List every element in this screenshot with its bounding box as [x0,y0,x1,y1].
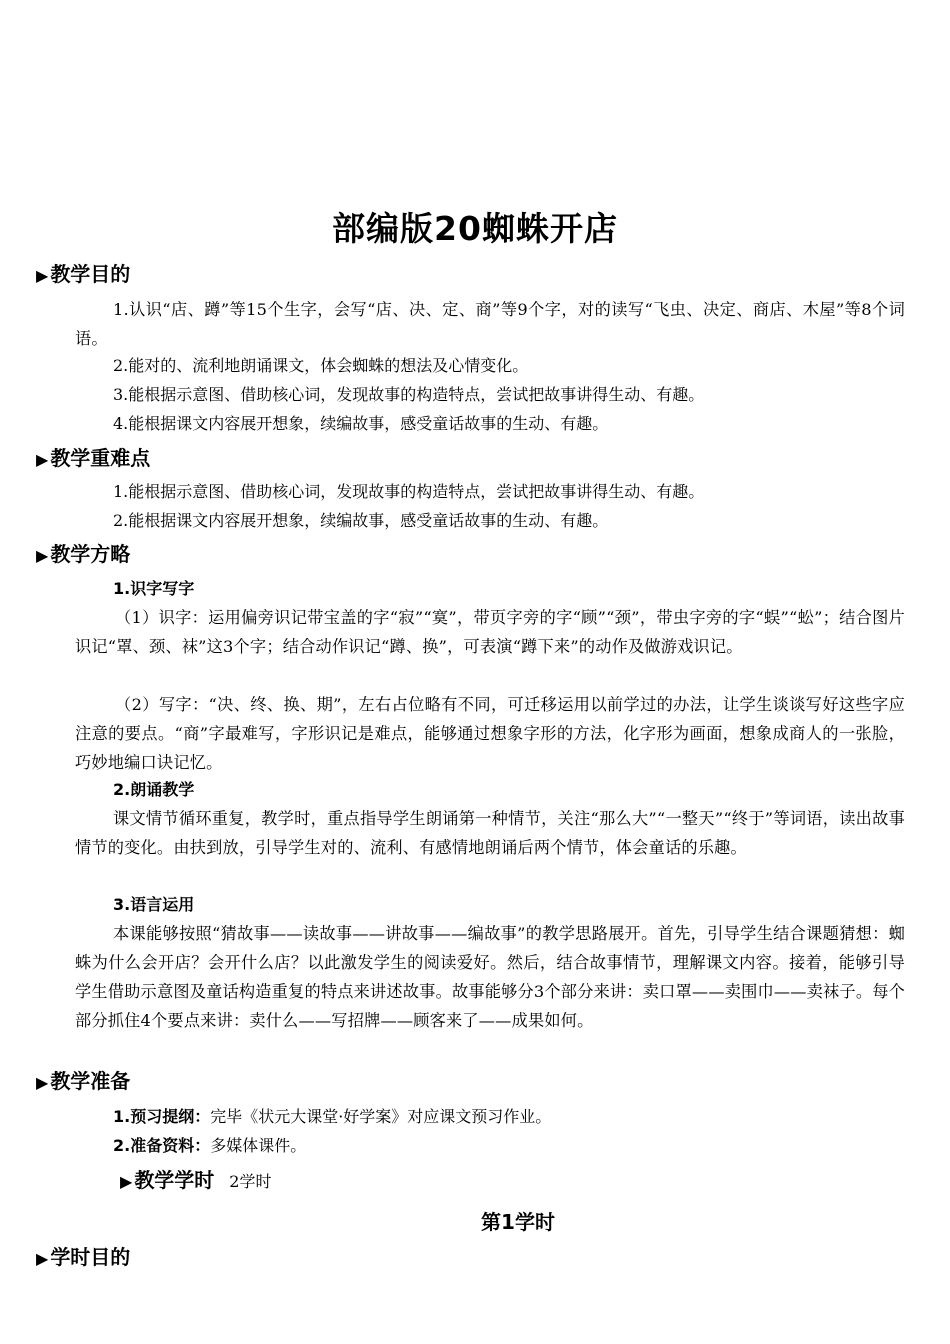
lesson-heading: 第1学时 [481,1210,555,1234]
key-point-item-2: 2.能根据课文内容展开想象，续编故事，感受童话故事的生动、有趣。 [113,511,609,530]
strategy-sub-heading-2: 2.朗诵教学 [113,780,195,799]
strategy-paragraph-reading: 课文情节循环重复，教学时，重点指导学生朗诵第一种情节，关注“那么大”“一整天”“终于”等词语，读出故事情节的变化。由扶到放，引导学生对的、流利、有感情地朗诵后两个情节，体会童话的乐趣。 [75,809,905,857]
strategy-paragraph-literacy: （1）识字：运用偏旁识记带宝盖的字“寂”“寞”，带页字旁的字“顾”“颈”，带虫字旁的字“蜈”“蚣”；结合图片识记“罩、颈、袜”这3个字；结合动作识记“蹲、换”，可表演“蹲下来”的动作及做游戏识记。 [75,608,905,656]
arrow-icon: ▶ [36,266,49,285]
section-heading-lesson-goal: ▶ 学时目的 [36,1245,131,1269]
arrow-icon: ▶ [36,1249,49,1268]
key-point-item-1: 1.能根据示意图、借助核心词，发现故事的构造特点，尝试把故事讲得生动、有趣。 [113,482,705,501]
strategy-sub-heading-3: 3.语言运用 [113,895,195,914]
arrow-icon: ▶ [36,450,49,469]
section-heading-objectives: ▶ 教学目的 [36,262,131,286]
arrow-icon: ▶ [36,1073,49,1092]
arrow-icon: ▶ [120,1172,133,1191]
section-heading-key-points: ▶ 教学重难点 [36,446,151,470]
objective-item-3: 3.能根据示意图、借助核心词，发现故事的构造特点，尝试把故事讲得生动、有趣。 [113,385,705,404]
objective-item-2: 2.能对的、流利地朗诵课文，体会蜘蛛的想法及心情变化。 [113,356,529,375]
objective-item-4: 4.能根据课文内容展开想象，续编故事，感受童话故事的生动、有趣。 [113,414,609,433]
objective-item-1: 1.认识“店、蹲”等15个生字，会写“店、决、定、商”等9个字，对的读写“飞虫、决定、商店、木屋”等8个词语。 [75,300,905,348]
section-heading-preparation: ▶ 教学准备 [36,1069,131,1093]
section-heading-strategy: ▶ 教学方略 [36,542,131,566]
hours-value: 2学时 [229,1172,272,1191]
preparation-item-2: 2.准备资料：多媒体课件。 [113,1136,307,1155]
arrow-icon: ▶ [36,546,49,565]
strategy-sub-heading-1: 1.识字写字 [113,579,195,598]
section-heading-hours: ▶ 教学学时 2学时 [120,1168,272,1192]
preparation-item-1: 1.预习提纲：完毕《状元大课堂·好学案》对应课文预习作业。 [113,1107,552,1126]
document-title: 部编版20蜘蛛开店 [332,209,618,248]
strategy-paragraph-language: 本课能够按照“猜故事——读故事——讲故事——编故事”的教学思路展开。首先，引导学生结合课题猜想：蜘蛛为什么会开店？会开什么店？以此激发学生的阅读爱好。然后，结合故事情节，理解课文内容。接着，能够引导学生借助示意图及童话构造重复的特点来讲述故事。故事能够分3个部分来讲：卖口罩——卖围巾——卖袜子。每个部分抓住4个要点来讲：卖什么——写招牌——顾客来了——成果如何。 [75,924,905,1030]
strategy-paragraph-writing: （2）写字：“决、终、换、期”，左右占位略有不同，可迁移运用以前学过的办法，让学生谈谈写好这些字应注意的要点。“商”字最难写，字形识记是难点，能够通过想象字形的方法，化字形为画面，想象成商人的一张脸，巧妙地编口诀记忆。 [75,695,905,772]
